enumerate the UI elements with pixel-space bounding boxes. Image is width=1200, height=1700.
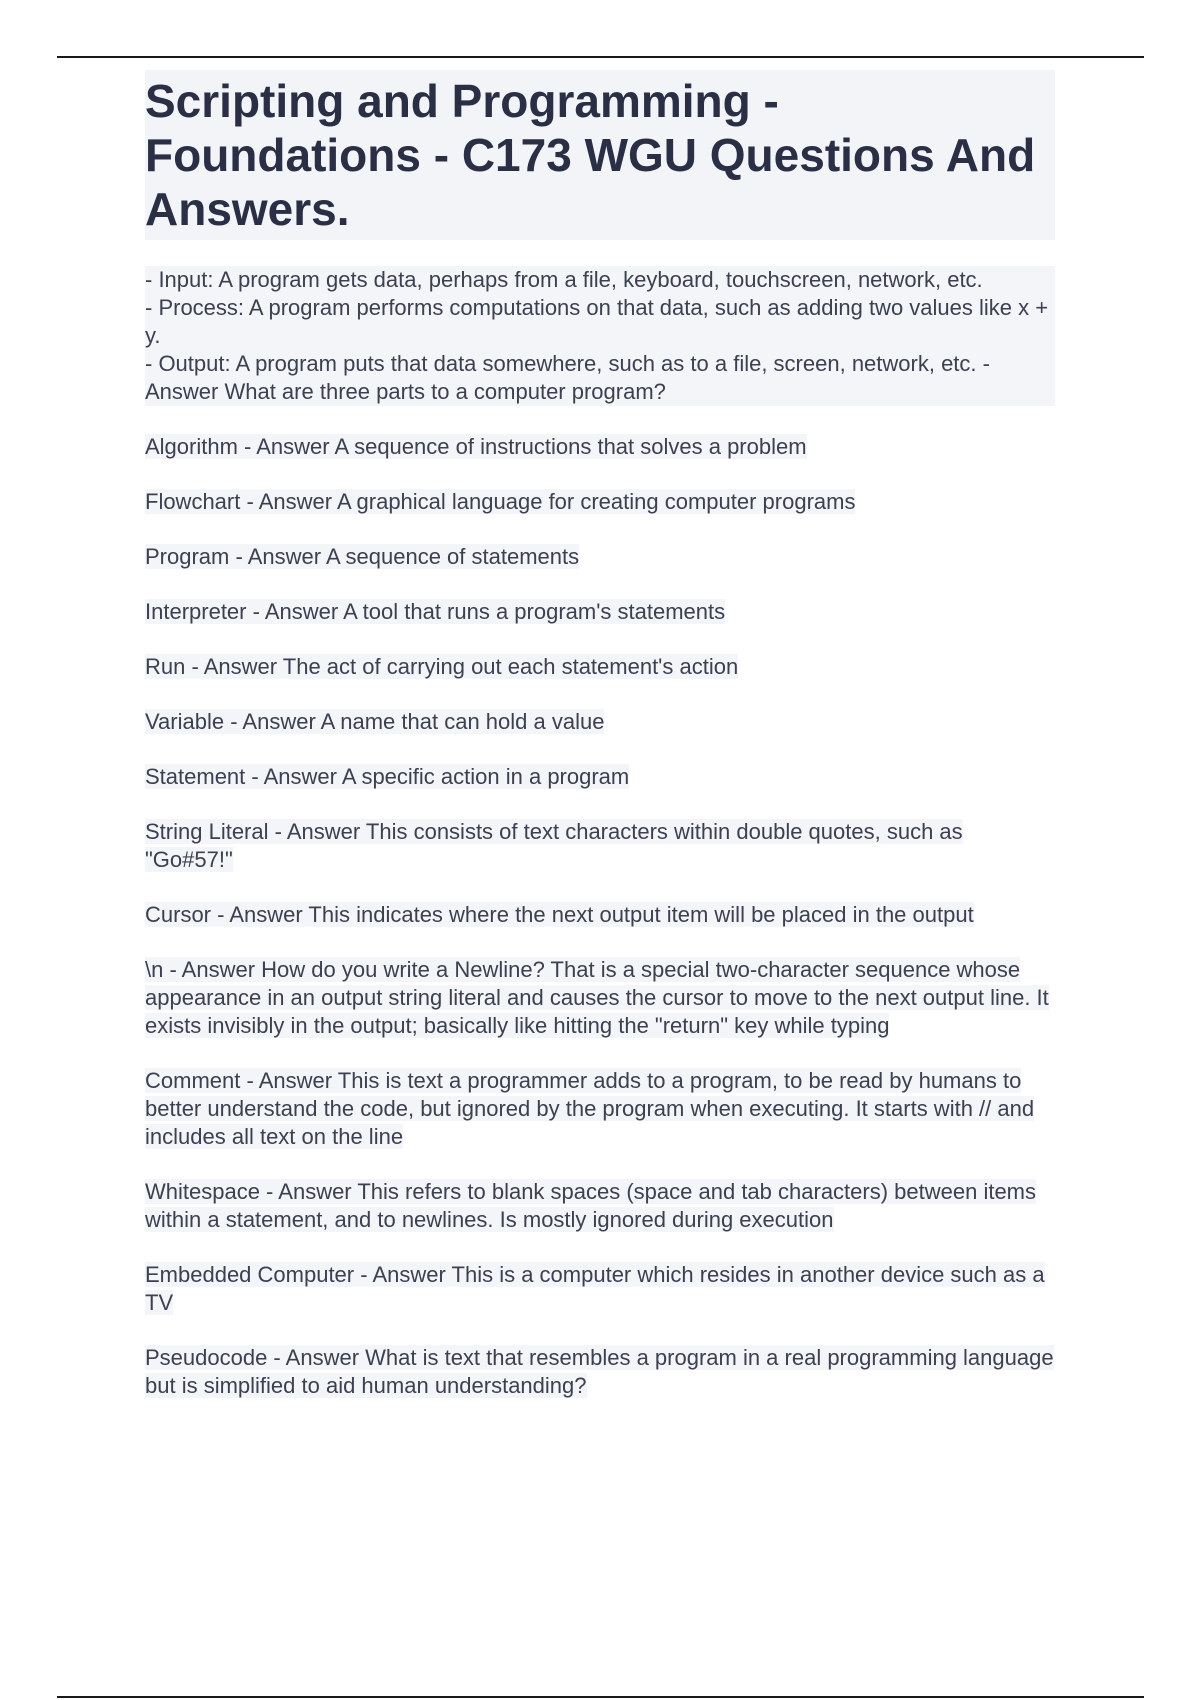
intro-line-process: - Process: A program performs computations on that data, such as adding two values like x + y.: [145, 295, 1049, 348]
qa-entry-newline: \n - Answer How do you write a Newline? That is a special two-character sequence whose appearance in an output string literal and causes the cursor to move to the next output line. It exists invisibly in the output; basically like hitting the "return" key while typing: [145, 957, 1049, 1038]
qa-entry-algorithm: Algorithm - Answer A sequence of instructions that solves a problem: [145, 434, 807, 459]
intro-entry: [145, 266, 1055, 406]
bottom-rule: [57, 1696, 1144, 1698]
intro-line-output: - Output: A program puts that data somewhere, such as to a file, screen, network, etc. - Answer What are three parts to a computer program?: [145, 351, 990, 404]
top-rule: [57, 56, 1144, 58]
qa-entry-string-literal: String Literal - Answer This consists of text characters within double quotes, such as "Go#57!": [145, 819, 963, 872]
qa-entry-embedded-computer: Embedded Computer - Answer This is a computer which resides in another device such as a TV: [145, 1262, 1045, 1315]
qa-entry-variable: Variable - Answer A name that can hold a value: [145, 709, 605, 734]
qa-entry-flowchart: Flowchart - Answer A graphical language for creating computer programs: [145, 489, 856, 514]
qa-entry-whitespace: Whitespace - Answer This refers to blank spaces (space and tab characters) between items within a statement, and to newlines. Is mostly ignored during execution: [145, 1179, 1037, 1232]
qa-entry-cursor: Cursor - Answer This indicates where the next output item will be placed in the output: [145, 902, 974, 927]
qa-entry-interpreter: Interpreter - Answer A tool that runs a program's statements: [145, 599, 726, 624]
qa-list: [145, 266, 1055, 1400]
title-block: [145, 70, 1055, 240]
qa-entry-program: Program - Answer A sequence of statements: [145, 544, 580, 569]
document-body: [145, 70, 1055, 1427]
document-title: Scripting and Programming - Foundations - C173 WGU Questions And Answers.: [145, 75, 1036, 235]
qa-entry-pseudocode: Pseudocode - Answer What is text that resembles a program in a real programming language but is simplified to aid human understanding?: [145, 1345, 1054, 1398]
qa-entry-statement: Statement - Answer A specific action in a program: [145, 764, 630, 789]
qa-entry-comment: Comment - Answer This is text a programmer adds to a program, to be read by humans to better understand the code, but ignored by the program when executing. It starts with // and includes all text on the line: [145, 1068, 1035, 1149]
intro-line-input: - Input: A program gets data, perhaps from a file, keyboard, touchscreen, network, etc.: [145, 267, 983, 292]
qa-entry-run: Run - Answer The act of carrying out each statement's action: [145, 654, 739, 679]
